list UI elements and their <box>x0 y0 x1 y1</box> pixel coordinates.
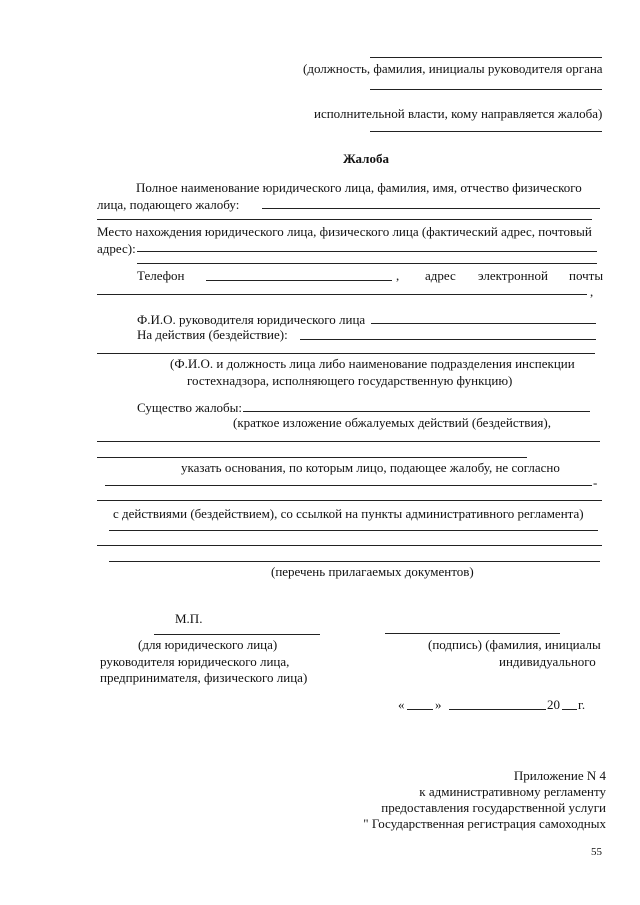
addressee-line-2[interactable] <box>370 89 602 90</box>
addressee-line-3[interactable] <box>370 131 602 132</box>
email-field[interactable] <box>97 294 587 295</box>
applicant-field-1[interactable] <box>262 208 600 209</box>
grounds-field-1[interactable] <box>105 485 592 486</box>
essence-label: Существо жалобы: <box>137 400 243 415</box>
appendix-line-4: " Государственная регистрация самоходных <box>363 816 606 831</box>
addressee-hint-2: исполнительной власти, кому направляется жалоба) <box>314 106 603 121</box>
document-title: Жалоба <box>343 151 389 166</box>
email-comma: , <box>590 284 594 299</box>
grounds-field-2[interactable] <box>97 500 602 501</box>
address-label-1: Место нахождения юридического лица, физического лица (фактический адрес, почтовый <box>97 224 592 239</box>
applicant-label-2: лица, подающего жалобу: <box>97 197 240 212</box>
regulation-field-1[interactable] <box>109 530 598 531</box>
official-hint-2: гостехнадзора, исполняющего государственную функцию) <box>187 373 513 388</box>
addressee-line-1[interactable] <box>370 57 602 58</box>
page-number: 55 <box>591 846 602 858</box>
signature-left-line[interactable] <box>154 634 320 635</box>
regulation-hint: с действиями (бездействием), со ссылкой на пункты административного регламента) <box>113 506 584 521</box>
attachments-field[interactable] <box>109 561 600 562</box>
date-year-field[interactable] <box>562 709 577 710</box>
regulation-field-2[interactable] <box>97 545 602 546</box>
signature-left-hint-2: руководителя юридического лица, <box>100 654 290 669</box>
email-label-word-3: почты <box>569 268 604 283</box>
date-close-quote: » <box>435 697 442 712</box>
essence-field-3[interactable] <box>97 457 527 458</box>
signature-right-line[interactable] <box>385 633 560 634</box>
phone-field[interactable] <box>206 280 392 281</box>
address-field-1[interactable] <box>137 251 597 252</box>
signature-right-hint-1: (подпись) (фамилия, инициалы <box>428 637 601 652</box>
head-name-label: Ф.И.О. руководителя юридического лица <box>137 312 366 327</box>
address-field-2[interactable] <box>137 263 597 264</box>
addressee-hint-1: (должность, фамилия, инициалы руководителя органа <box>303 61 603 76</box>
actions-field-1[interactable] <box>300 339 596 340</box>
grounds-dash: - <box>593 475 598 490</box>
date-year-prefix: 20 <box>547 697 560 712</box>
date-year-suffix: г. <box>578 697 586 712</box>
applicant-field-2[interactable] <box>97 219 592 220</box>
head-name-field[interactable] <box>371 323 596 324</box>
essence-field-1[interactable] <box>243 411 590 412</box>
phone-comma: , <box>396 268 400 283</box>
stamp-label: М.П. <box>175 611 203 626</box>
date-open-quote: « <box>398 697 405 712</box>
email-label-word-2: электронной <box>478 268 548 283</box>
grounds-hint: указать основания, по которым лицо, подающее жалобу, не согласно <box>181 460 560 475</box>
appendix-line-3: предоставления государственной услуги <box>381 800 606 815</box>
date-day-field[interactable] <box>407 709 433 710</box>
essence-field-2[interactable] <box>97 441 600 442</box>
official-hint-1: (Ф.И.О. и должность лица либо наименование подразделения инспекции <box>170 356 575 371</box>
attachments-hint: (перечень прилагаемых документов) <box>271 564 474 579</box>
signature-left-hint-1: (для юридического лица) <box>138 637 278 652</box>
actions-field-2[interactable] <box>97 353 595 354</box>
applicant-label-1: Полное наименование юридического лица, фамилия, имя, отчество физического <box>136 180 582 195</box>
appendix-line-2: к административному регламенту <box>419 784 606 799</box>
address-label-2: адрес): <box>97 241 136 256</box>
phone-label: Телефон <box>137 268 185 283</box>
actions-label: На действия (бездействие): <box>137 327 288 342</box>
email-label-word-1: адрес <box>425 268 456 283</box>
essence-hint: (краткое изложение обжалуемых действий (бездействия), <box>233 415 551 430</box>
signature-right-hint-2: индивидуального <box>499 654 596 669</box>
appendix-line-1: Приложение N 4 <box>513 768 606 783</box>
signature-left-hint-3: предпринимателя, физического лица) <box>100 670 308 685</box>
date-month-field[interactable] <box>449 709 546 710</box>
